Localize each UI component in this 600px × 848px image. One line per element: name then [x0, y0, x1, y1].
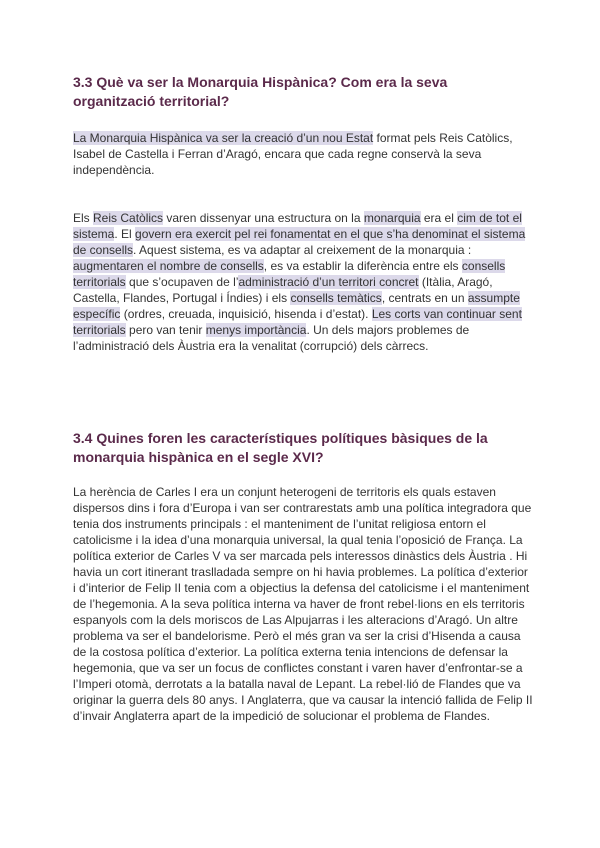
highlighted-text: cim de tot el sistema — [73, 211, 522, 241]
highlighted-text: assumpte específic — [73, 291, 520, 321]
section-3-3-heading: 3.3 Què va ser la Monarquia Hispànica? Com era la seva organització territorial? — [73, 74, 448, 109]
highlighted-text: consells territorials — [73, 259, 506, 289]
text-run: Els — [73, 211, 94, 225]
text-run: era el — [420, 211, 458, 225]
highlighted-text: Reis Catòlics — [93, 211, 164, 225]
section-3-3-paragraph-2 — [73, 210, 533, 354]
text-run: , centrats en un — [381, 291, 468, 305]
highlighted-text: govern era exercit pel rei fonamentat en el que s’ha denominat el sistema de consells — [73, 227, 526, 257]
highlighted-text: administració d’un territori concret — [238, 275, 419, 289]
text-run: (ordres, creuada, inquisició, hisenda i d’estat). — [120, 307, 372, 321]
text-run: (Itàlia, Aragó, Castella, Flandes, Portugal i Índies) i els — [73, 275, 493, 305]
text-run: varen dissenyar una estructura on la — [163, 211, 364, 225]
highlighted-text: monarquia — [363, 211, 421, 225]
text-run: format pels Reis Catòlics, Isabel de Castella i Ferran d’Aragó, encara que cada regne conservà la seva independència. — [73, 131, 513, 177]
section-3-4-paragraph: La herència de Carles I era un conjunt heterogeni de territoris els quals estaven dispersos dins i fora d’Europa i van ser contrarestats amb una política integradora que tenia dos instruments principals : el manteniment de l’unitat religiosa entorn el catolicisme i la idea d’una monarquia universal, la qual tenia l’oposició de França. La política exterior de Carles V va ser marcada pels interessos dinàstics dels Àustria . Hi havia un cort itinerant traslladada sempre on hi havia problemes. La política d’exterior i d’interior de Felip II tenia com a objectius la defensa del catolicisme i el manteniment de l’hegemonia. A la seva política interna va haver de front rebel·lions en els territoris espanyols com la dels moriscos de Las Alpujarras i les alteracions d’Aragó. Un altre problema va ser el bandelorisme. Però el més gran va ser la crisi d’Hisenda a causa de la costosa política d’exterior. La política externa tenia intencions de defensar la hegemonia, que va ser un focus de conflictes constant i varen haver d’enfrontar-se a l’Imperi otomà, derrotats a la batalla naval de Lepant. La rebel·lió de Flandes que va originar la guerra dels 80 anys. I Anglaterra, que va causar la intenció fallida de Felip II d’invair Anglaterra apart de la impedició de solucionar el problema de Flandes. — [73, 485, 533, 723]
highlighted-text: augmentaren el nombre de consells — [73, 259, 264, 273]
text-run: . Un dels majors problemes de l’administració dels Àustria era la venalitat (corrupció) dels càrrecs. — [73, 323, 470, 353]
text-run: pero van tenir — [125, 323, 206, 337]
text-run: , es va establir la diferència entre els — [263, 259, 462, 273]
highlighted-text: menys importància — [205, 323, 307, 337]
section-3-4-heading: 3.4 Quines foren les característiques polítiques bàsiques de la monarquia hispànica en el segle XVI? — [73, 430, 488, 465]
text-run: que s’ocupaven de l’ — [125, 275, 239, 289]
text-run: . Aquest sistema, es va adaptar al creixement de la monarquia : — [133, 243, 472, 257]
section-3-3-paragraph-1 — [73, 130, 533, 178]
highlighted-text: consells temàtics — [290, 291, 382, 305]
text-run: . El — [114, 227, 136, 241]
highlighted-text: Les corts van continuar sent territorials — [73, 307, 522, 337]
highlighted-text: La Monarquia Hispànica va ser la creació d’un nou Estat — [73, 131, 374, 145]
